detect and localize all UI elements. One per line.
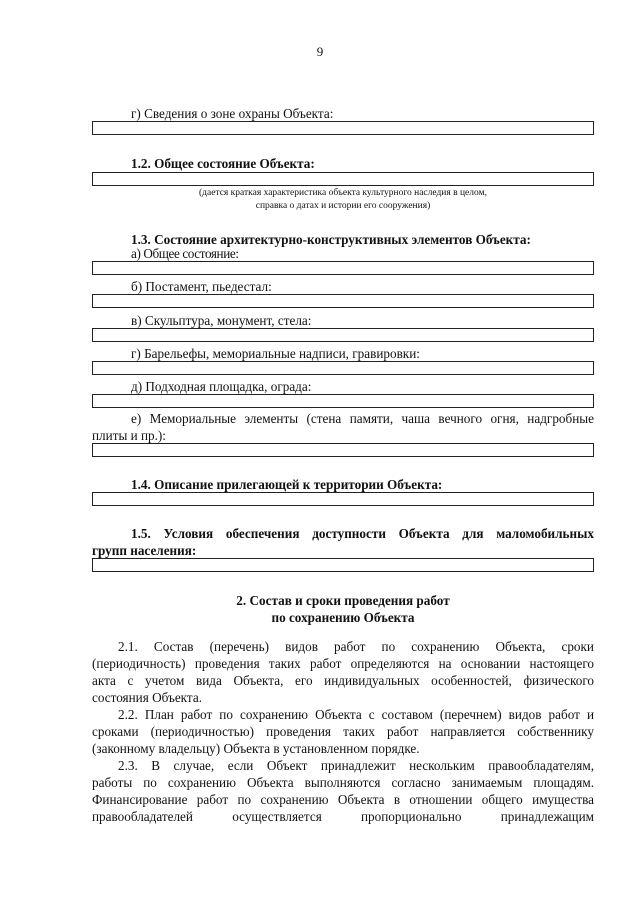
item-e-line2: плиты и пр.): [92,428,166,443]
field-territory-box [92,492,594,506]
para-2-2-line3: (законному владельцу) Объекта в установленном порядке. [92,741,420,756]
field-zone-box [92,121,594,135]
note-1-2-line1: (дается краткая характеристика объекта культурного наследия в целом, [199,188,487,198]
item-e-line1: е) Мемориальные элементы (стена памяти, чаша вечного огня, надгробные [131,411,594,426]
heading-1-3: 1.3. Состояние архитектурно-конструктивных элементов Объекта: [131,232,531,247]
field-d-box [92,394,594,408]
item-a-label: а) Общее состояние: [131,246,239,261]
item-d-label: д) Подходная площадка, ограда: [131,379,312,394]
item-g-reliefs-label: г) Барельефы, мемориальные надписи, гравировки: [131,346,420,361]
para-2-3-line3: Финансирование работ по сохранению Объекта в отношении общего имущества [92,792,594,807]
para-2-1-line2: (периодичность) проведения таких работ определяются на основании настоящего [92,656,594,671]
field-a-box [92,261,594,275]
para-2-1-line4: состояния Объекта. [92,690,202,705]
heading-1-4: 1.4. Описание прилегающей к территории Объекта: [131,477,443,492]
section-2-title-line1: 2. Состав и сроки проведения работ [236,593,450,608]
heading-1-5-line1: 1.5. Условия обеспечения доступности Объекта для маломобильных [131,526,594,541]
heading-1-5-line2: групп населения: [92,543,197,558]
para-2-3-line4: правообладателей осуществляется пропорционально принадлежащим [92,809,594,824]
section-2-title-line2: по сохранению Объекта [271,610,415,625]
field-e-box [92,443,594,457]
field-b-box [92,294,594,308]
para-2-1-line3: акта с учетом вида Объекта, его индивидуальных особенностей, физического [92,673,594,688]
heading-1-2: 1.2. Общее состояние Объекта: [131,156,315,171]
item-g-zone-label: г) Сведения о зоне охраны Объекта: [131,106,334,121]
item-b-label: б) Постамент, пьедестал: [131,279,272,294]
para-2-3-line2: работы по сохранению Объекта выполняются согласно занимаемым площадям. [92,775,594,790]
field-g-box [92,361,594,375]
para-2-2-line1: 2.2. План работ по сохранению Объекта с составом (перечнем) видов работ и [118,707,594,722]
page-number: 9 [316,44,324,59]
note-1-2-line2: справка о датах и истории его сооружения) [255,201,431,211]
para-2-3-line1: 2.3. В случае, если Объект принадлежит нескольким правообладателям, [118,758,594,773]
para-2-2-line2: сроками (периодичностью) проведения таких работ направляется собственнику [92,724,594,739]
field-general-state-box [92,172,594,186]
field-accessibility-box [92,558,594,572]
field-v-box [92,328,594,342]
item-v-label: в) Скульптура, монумент, стела: [131,313,312,328]
para-2-1-line1: 2.1. Состав (перечень) видов работ по сохранению Объекта, сроки [118,639,594,654]
